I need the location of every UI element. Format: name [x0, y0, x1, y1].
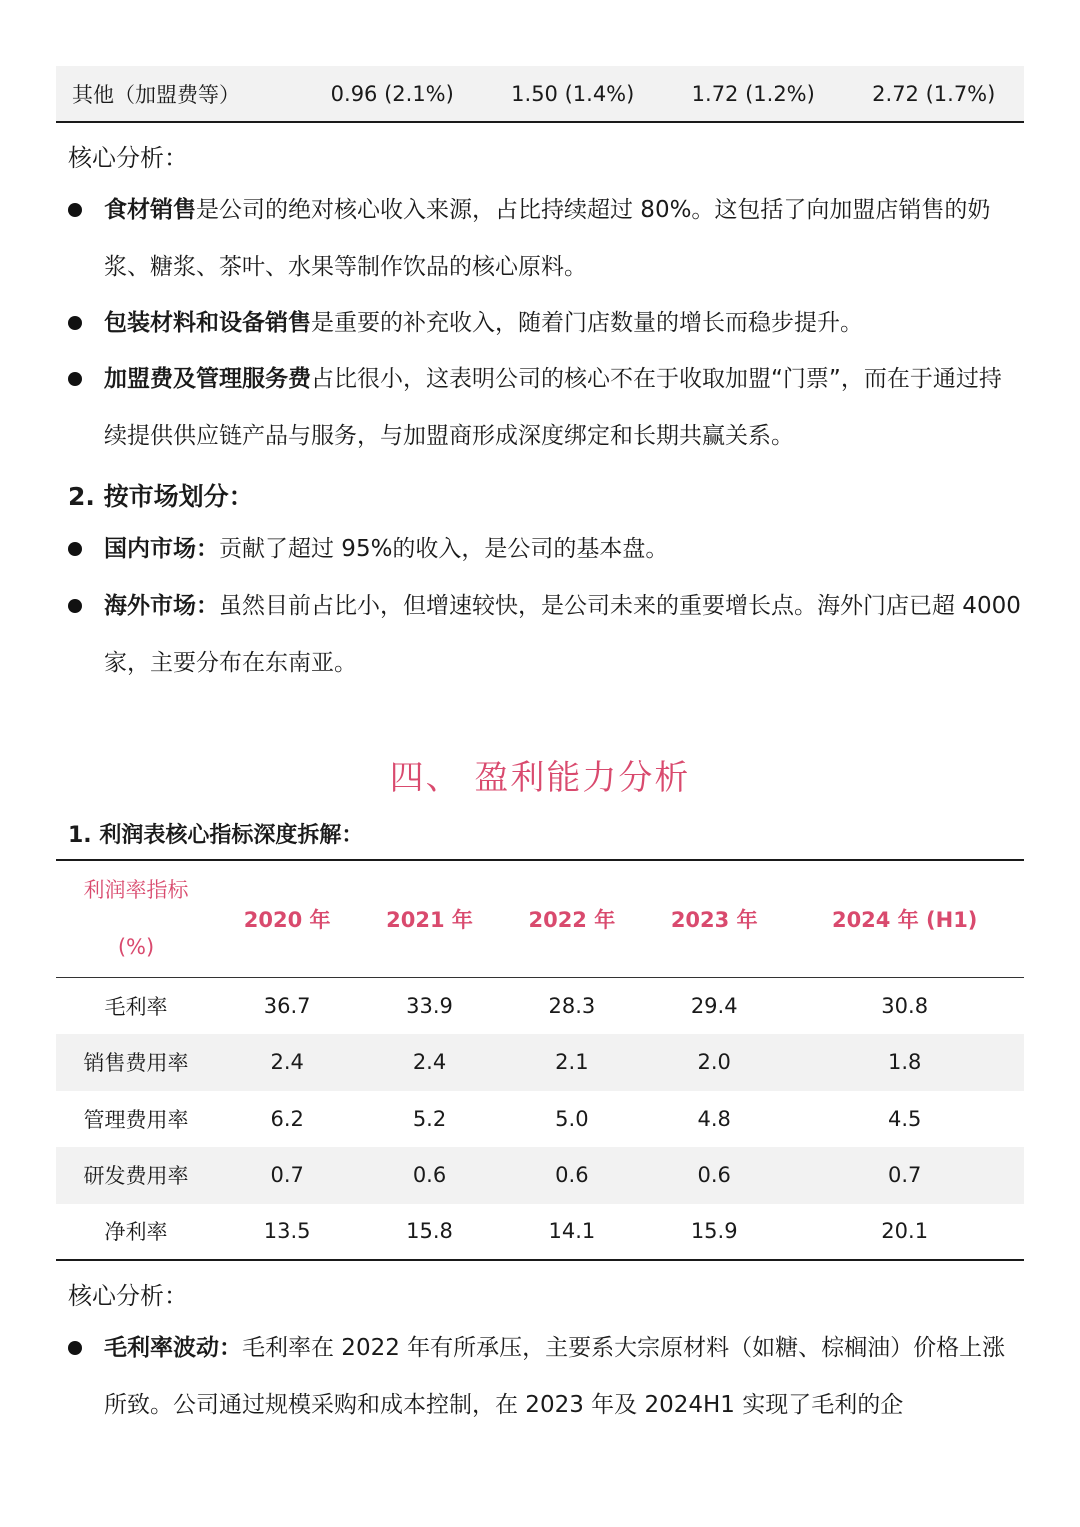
table-cell: 2.0	[697, 1050, 731, 1075]
table-cell: 2.1	[555, 1050, 589, 1075]
list-item	[56, 351, 1024, 465]
bullet-icon	[68, 316, 82, 330]
column-header-year: 2020 年	[216, 860, 358, 978]
table-cell: 1.8	[887, 1050, 922, 1075]
table-cell: 15.9	[690, 1219, 738, 1244]
table-header-row	[56, 860, 1024, 978]
header-label-line1: 利润率指标	[83, 878, 189, 902]
table-cell: 5.0	[555, 1106, 589, 1131]
table-cell: 28.3	[548, 994, 596, 1018]
bullet-icon	[68, 372, 82, 386]
list-item	[56, 295, 1024, 352]
table-row	[56, 978, 1024, 1035]
column-header-year: 2021 年	[358, 860, 500, 978]
table-row	[56, 66, 1024, 122]
row-label: 管理费用率	[83, 1107, 189, 1132]
table-cell: 36.7	[263, 994, 311, 1018]
section-title: 四、 盈利能力分析	[389, 758, 691, 798]
bullet-text: 贡献了超过 95%的收入，是公司的基本盘。	[219, 536, 669, 562]
table-cell: 0.7	[270, 1163, 304, 1188]
table-row	[56, 1204, 1024, 1261]
table-row	[56, 1091, 1024, 1148]
bullet-icon	[68, 203, 82, 217]
list-item	[56, 521, 1024, 578]
table-cell: 4.5	[887, 1106, 922, 1131]
table-cell: 2.4	[270, 1050, 304, 1075]
bold-term: 国内市场：	[104, 536, 219, 562]
section-subheading: 1. 利润表核心指标深度拆解：	[68, 823, 364, 848]
column-header-year: 2022 年	[501, 860, 643, 978]
profit-margin-table	[56, 859, 1024, 1261]
row-label: 销售费用率	[83, 1051, 189, 1076]
table-row	[56, 1147, 1024, 1204]
table-cell: 13.5	[263, 1219, 311, 1244]
list-item	[56, 578, 1024, 692]
bullet-icon	[68, 599, 82, 613]
table-cell: 0.6	[412, 1163, 447, 1188]
analysis-heading: 核心分析：	[68, 1282, 188, 1310]
table-cell: 5.2	[412, 1106, 447, 1131]
bold-term: 包装材料和设备销售	[104, 310, 311, 336]
bold-term: 食材销售	[104, 197, 196, 223]
bullet-text: 是公司的绝对核心收入来源，占比持续超过 80%。这包括了向加盟店销售的奶浆、糖浆、茶叶、水果等制作饮品的核心原料。	[104, 197, 991, 280]
table-cell: 2.4	[412, 1050, 447, 1075]
bullet-icon	[68, 1341, 82, 1355]
column-header-year: 2024 年 (H1)	[785, 860, 1024, 978]
bullet-text: 毛利率在 2022 年有所承压，主要系大宗原材料（如糖、棕榈油）价格上涨所致。公司通过规模采购和成本控制，在 2023 年及 2024H1 实现了毛利的企	[104, 1335, 1006, 1418]
table-cell: 29.4	[690, 994, 738, 1018]
table-cell: 20.1	[881, 1219, 929, 1244]
table-cell: 2.72 (1.7%)	[872, 81, 996, 106]
table-cell: 0.6	[555, 1163, 589, 1188]
table-cell: 33.9	[406, 994, 453, 1018]
table-cell: 4.8	[697, 1106, 731, 1131]
table-cell: 1.50 (1.4%)	[511, 81, 635, 106]
table-row	[56, 1034, 1024, 1091]
row-label: 净利率	[104, 1220, 168, 1245]
table-cell: 30.8	[881, 994, 929, 1018]
row-label: 毛利率	[104, 995, 168, 1019]
bold-term: 加盟费及管理服务费	[104, 366, 311, 392]
table-cell: 0.6	[697, 1163, 731, 1188]
list-item	[56, 182, 1024, 296]
bullet-text: 占比很小，这表明公司的核心不在于收取加盟“门票”，而在于通过持续提供供应链产品与服务，与加盟商形成深度绑定和长期共赢关系。	[104, 366, 1002, 449]
column-header-year: 2023 年	[643, 860, 785, 978]
list-item	[56, 1320, 1024, 1434]
analysis-heading: 核心分析：	[68, 144, 188, 172]
bullet-text: 虽然目前占比小，但增速较快，是公司未来的重要增长点。海外门店已超 4000 家，主要分布在东南亚。	[104, 593, 1021, 676]
table-cell: 6.2	[270, 1106, 304, 1131]
table-cell: 其他（加盟费等）	[72, 82, 240, 107]
bold-term: 毛利率波动：	[104, 1335, 242, 1361]
bold-term: 海外市场：	[104, 593, 219, 619]
table-cell: 1.72 (1.2%)	[691, 81, 815, 106]
column-header-metric	[56, 860, 216, 978]
table-cell: 14.1	[548, 1219, 596, 1244]
header-label-line2: (%)	[117, 935, 155, 959]
bullet-text: 是重要的补充收入，随着门店数量的增长而稳步提升。	[311, 310, 863, 336]
revenue-table-tail	[56, 66, 1024, 123]
bullet-icon	[68, 542, 82, 556]
row-label: 研发费用率	[83, 1164, 189, 1189]
market-heading: 2. 按市场划分：	[68, 482, 254, 511]
table-cell: 15.8	[406, 1219, 453, 1244]
table-cell: 0.7	[887, 1163, 922, 1188]
table-cell: 0.96 (2.1%)	[330, 81, 454, 106]
